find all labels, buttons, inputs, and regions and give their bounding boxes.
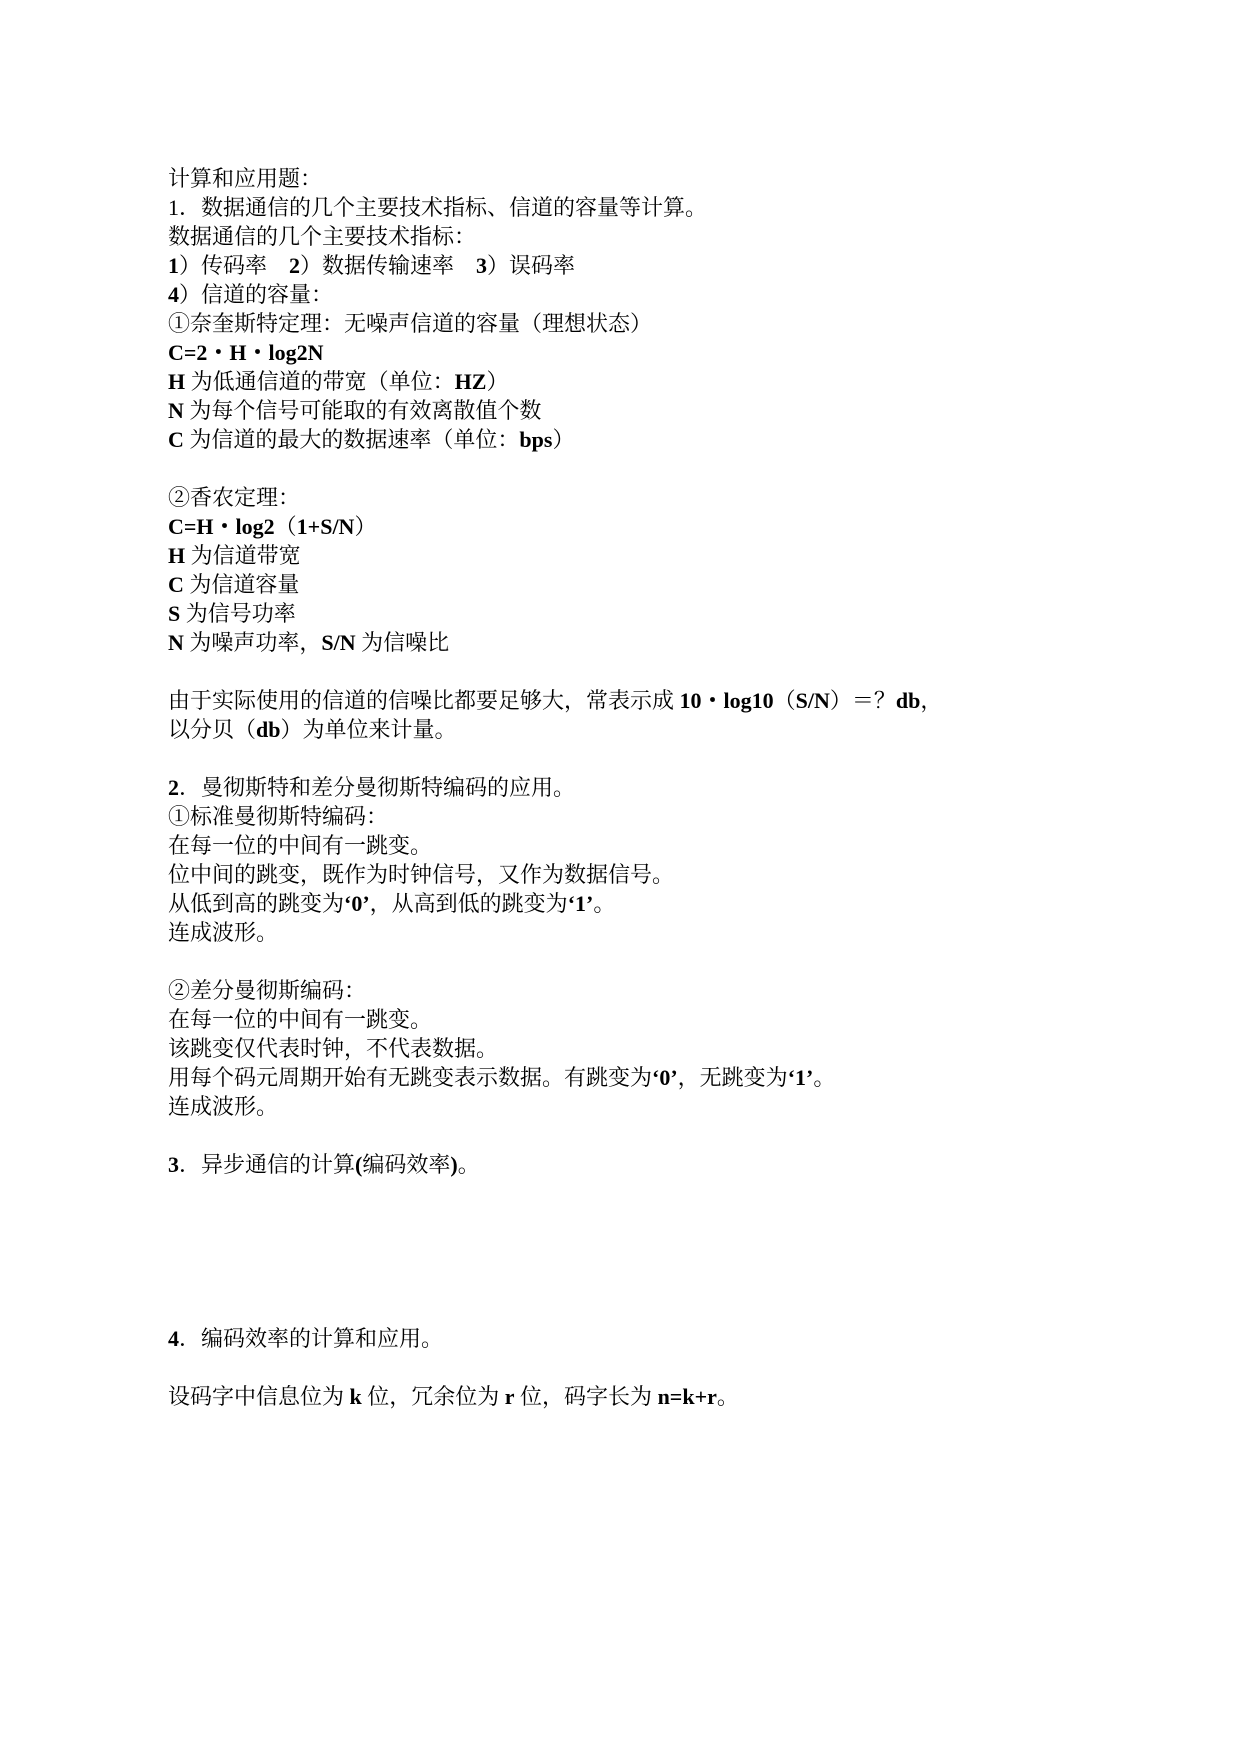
bold-term: S/N (795, 688, 830, 713)
bold-term: C (168, 572, 184, 597)
text-segment: ） (354, 514, 377, 539)
text-segment: 为信道容量 (183, 572, 300, 597)
text-segment: 从低到高的跳变为 (168, 891, 345, 916)
text-segment: ）数据传输速率 (300, 253, 477, 278)
diff-manchester-rule-1 (168, 1005, 1168, 1034)
text-segment: ）信道的容量： (179, 282, 334, 307)
question-4-title (168, 1324, 1168, 1353)
blank-line (168, 1121, 1168, 1150)
bold-term: N (168, 398, 184, 423)
bold-term: k (349, 1384, 362, 1409)
blank-line (168, 744, 1168, 773)
text-segment: ②香农定理： (168, 485, 301, 510)
text-segment: 连成波形。 (168, 920, 279, 945)
bold-term: S/N (321, 630, 356, 655)
bold-term: H (168, 369, 186, 394)
text-segment: 。 (813, 1065, 836, 1090)
bold-term: N (168, 630, 184, 655)
question-2-title (168, 773, 1168, 802)
diff-manchester-rule-2 (168, 1034, 1168, 1063)
text-segment: 计算和应用题： (168, 166, 323, 191)
metrics-list (168, 251, 1168, 280)
text-segment: 连成波形。 (168, 1094, 279, 1119)
bold-term: C=2・H・log2N (168, 340, 324, 365)
text-segment: 为信道带宽 (185, 543, 301, 568)
text-segment: 在每一位的中间有一跳变。 (168, 833, 433, 858)
text-segment: 为低通信道的带宽（单位： (185, 369, 455, 394)
text-segment: ．编码效率的计算和应用。 (179, 1326, 444, 1351)
blank-line (168, 947, 1168, 976)
text-segment: 。 (457, 1152, 480, 1177)
bold-term: 4 (168, 1326, 179, 1351)
text-segment: ） (486, 369, 509, 394)
text-segment: 编码效率 (362, 1152, 451, 1177)
text-segment: ，无跳变为 (677, 1065, 788, 1090)
manchester-rule-4 (168, 918, 1168, 947)
shannon-def-s (168, 599, 1168, 628)
text-segment: 位中间的跳变，既作为时钟信号，又作为数据信号。 (168, 862, 675, 887)
text-segment: 数据通信的几个主要技术指标： (168, 224, 477, 249)
text-segment: 设码字中信息位为 (168, 1384, 350, 1409)
section-title (168, 164, 1168, 193)
nyquist-def-n (168, 396, 1168, 425)
bold-term: 4 (168, 282, 179, 307)
bold-term: C=H・log2 (168, 514, 275, 539)
shannon-theorem-heading (168, 483, 1168, 512)
bold-term: ( (355, 1152, 363, 1177)
bold-term: HZ (454, 369, 487, 394)
text-segment: 在每一位的中间有一跳变。 (168, 1007, 433, 1032)
diff-manchester-heading (168, 976, 1168, 1005)
bold-term: 3 (168, 1152, 179, 1177)
question-1-title (168, 193, 1168, 222)
metrics-heading (168, 222, 1168, 251)
channel-capacity-heading (168, 280, 1168, 309)
text-segment: 由于实际使用的信道的信噪比都要足够大，常表示成 (168, 688, 680, 713)
text-segment: 为信噪比 (355, 630, 450, 655)
text-segment: 用每个码元周期开始有无跳变表示数据。有跳变为 (168, 1065, 653, 1090)
shannon-def-h (168, 541, 1168, 570)
blank-line (168, 1353, 1168, 1382)
bold-term: ‘0’ (344, 891, 370, 916)
bold-term: db (256, 717, 281, 742)
codeword-definition (168, 1382, 1168, 1411)
snr-note-line-2 (168, 715, 1168, 744)
manchester-heading (168, 802, 1168, 831)
bold-term: H (168, 543, 186, 568)
bold-term: 1+S/N (296, 514, 355, 539)
bold-term: S (168, 601, 181, 626)
bold-term: ‘1’ (567, 891, 594, 916)
text-segment: ）误码率 (487, 253, 576, 278)
text-segment: ①奈奎斯特定理：无噪声信道的容量（理想状态） (168, 311, 653, 336)
text-segment: （ (773, 688, 796, 713)
shannon-formula (168, 512, 1168, 541)
shannon-def-c (168, 570, 1168, 599)
blank-gap (168, 1179, 1168, 1324)
bold-term: bps (519, 427, 553, 452)
bold-term: r (504, 1384, 515, 1409)
text-segment: ，从高到低的跳变为 (369, 891, 568, 916)
bold-term: ) (450, 1152, 458, 1177)
text-segment: ）＝？ (829, 688, 896, 713)
snr-note-line-1 (168, 686, 1168, 715)
text-segment: 。 (593, 891, 616, 916)
bold-term: 10・log10 (679, 688, 774, 713)
question-3-title (168, 1150, 1168, 1179)
shannon-def-n (168, 628, 1168, 657)
bold-term: db (895, 688, 921, 713)
bold-term: 2 (168, 775, 179, 800)
blank-line (168, 454, 1168, 483)
bold-term: 1 (168, 253, 179, 278)
bold-term: ‘1’ (787, 1065, 814, 1090)
text-segment: ．异步通信的计算 (179, 1152, 356, 1177)
text-segment: ， (920, 688, 943, 713)
diff-manchester-rule-4 (168, 1092, 1168, 1121)
nyquist-formula (168, 338, 1168, 367)
document-page (168, 164, 1168, 1411)
text-segment: 为每个信号可能取的有效离散值个数 (183, 398, 542, 423)
text-segment: ）传码率 (179, 253, 290, 278)
text-segment: 该跳变仅代表时钟，不代表数据。 (168, 1036, 499, 1061)
bold-term: C (168, 427, 184, 452)
bold-term: 3 (476, 253, 488, 278)
text-segment: 位，冗余位为 (361, 1384, 505, 1409)
text-segment: 为信道的最大的数据速率（单位： (183, 427, 520, 452)
text-segment: ①标准曼彻斯特编码： (168, 804, 389, 829)
diff-manchester-rule-3 (168, 1063, 1168, 1092)
text-segment: ） (552, 427, 575, 452)
text-segment: 位，码字长为 (514, 1384, 658, 1409)
text-segment: 1．数据通信的几个主要技术指标、信道的容量等计算。 (168, 195, 708, 220)
manchester-rule-3 (168, 889, 1168, 918)
nyquist-theorem-heading (168, 309, 1168, 338)
text-segment: ．曼彻斯特和差分曼彻斯特编码的应用。 (179, 775, 576, 800)
text-segment: （ (274, 514, 297, 539)
bold-term: ‘0’ (652, 1065, 678, 1090)
manchester-rule-2 (168, 860, 1168, 889)
text-segment: ）为单位来计量。 (280, 717, 457, 742)
bold-term: 2 (289, 253, 301, 278)
text-segment: 。 (716, 1384, 739, 1409)
bold-term: n=k+r (657, 1384, 717, 1409)
text-segment: 为噪声功率， (183, 630, 322, 655)
nyquist-def-h (168, 367, 1168, 396)
text-segment: 以分贝（ (168, 717, 257, 742)
text-segment: 为信号功率 (180, 601, 296, 626)
blank-line (168, 657, 1168, 686)
manchester-rule-1 (168, 831, 1168, 860)
nyquist-def-c (168, 425, 1168, 454)
text-segment: ②差分曼彻斯编码： (168, 978, 367, 1003)
